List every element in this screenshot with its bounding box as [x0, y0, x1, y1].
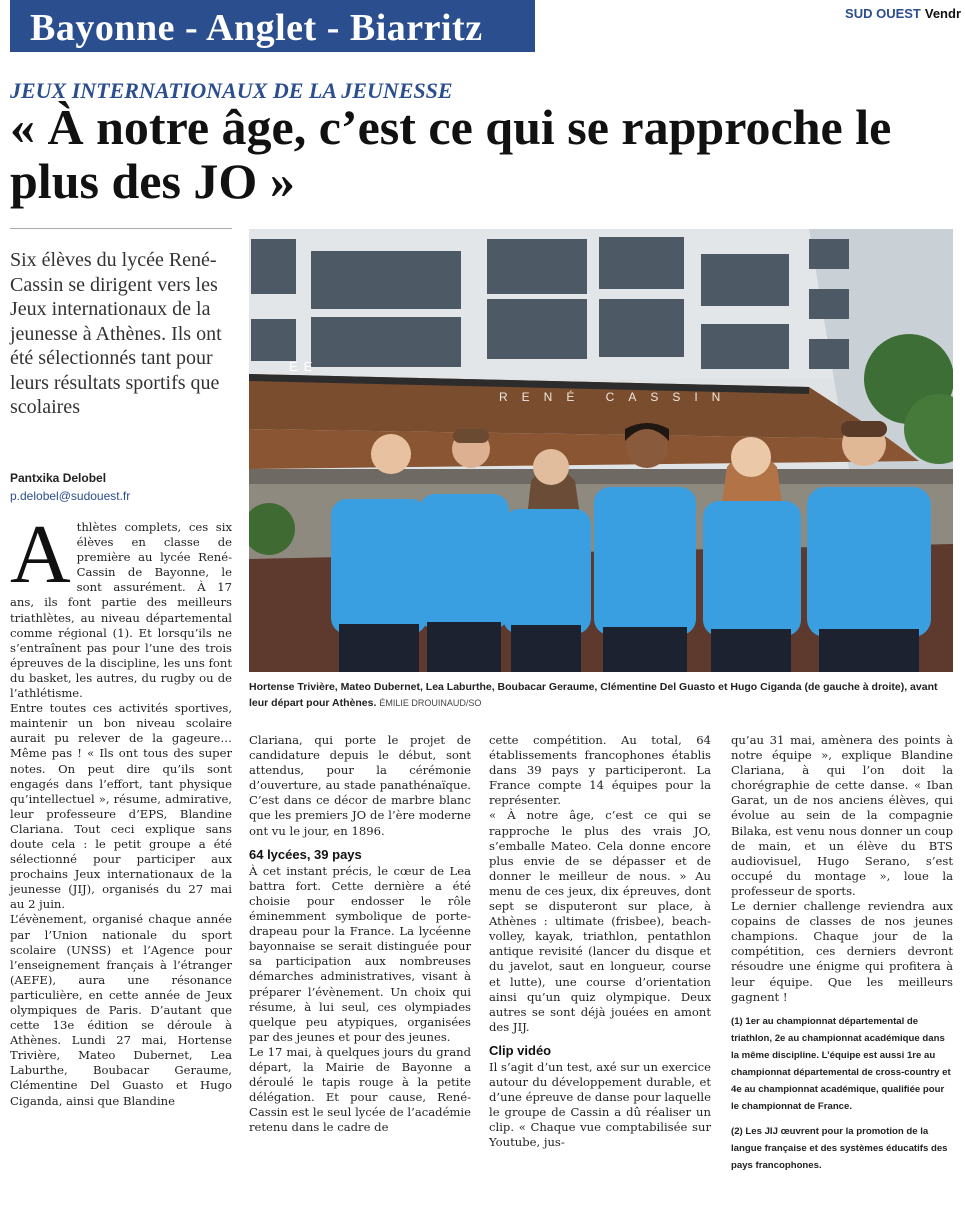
subheading: Clip vidéo [489, 1042, 552, 1058]
body-paragraph: Le dernier challenge reviendra aux copains de classes de nos jeunes champions. Chaque jour de la compétition, ces derniers devront résoudre une énigme qui profitera à leur équipe. Que les meilleurs gagnent ! [731, 899, 953, 1004]
article-column-1 [10, 508, 232, 1109]
article-headline: « À notre âge, c’est ce qui se rapproche le plus des JO » [10, 99, 892, 209]
body-paragraph: thlètes complets, ces six élèves en classe de première au lycée René-Cassin de Bayonne, le sont assurément. À 17 ans, ils font partie des meilleurs triathlètes, au niveau départemental comme régional (1). Et lorsqu’ils ne s’entraînent pas pour l’une des trois épreuves de la discipline, les uns font du basket, les autres, du rugby ou de l’athlétisme. [10, 520, 232, 701]
body-paragraph: Clariana, qui porte le projet de candidature depuis le début, sont attendus, pour la cérémonie d’ouverture, au stade panathénaïque. C’est dans ce décor de marbre blanc que les premiers JO de l’ère moderne ont vu le jour, en 1896. [249, 733, 471, 838]
article-column-3 [489, 733, 711, 1151]
photo-caption [249, 679, 953, 711]
author-email-link[interactable]: p.delobel@sudouest.fr [10, 489, 131, 503]
body-paragraph: « À notre âge, c’est ce qui se rapproche le plus des vrais JO, s’emballe Mateo. Cela donne encore plus envie de se dépasser et de donner le meilleur de nous. » Au menu de ces jeux, dix épreuves, dont sept se disputeront sur place, à Athènes : ultimate (frisbee), beach-volley, kayak, triathlon, pentathlon antique revisité (lancer du disque et du javelot, saut en longueur, course et lutte), une course d’orientation ainsi qu’un quiz olympique. Deux autres se sont déjà jouées en amont des JIJ. [489, 808, 711, 1034]
body-paragraph: Le 17 mai, à quelques jours du grand départ, la Mairie de Bayonne a déroulé le tapis rouge à la petite délégation. Et pour cause, René-Cassin est le seul lycée de l’académie retenu dans le cadre de [249, 1044, 471, 1135]
body-paragraph: L’évènement, organisé chaque année par l’Union nationale du sport scolaire (UNSS) et l’Agence pour l’enseignement français à l’étranger (AEFE), aura une résonance particulière, en cette année de Jeux olympiques de Paris. D’autant que cette 13e édition se déroule à Athènes. Lundi 27 mai, Hortense Trivière, Mateo Dubernet, Lea Laburthe, Boubacar Geraume, Clémentine Del Guasto et Hugo Ciganda, ainsi que Blandine [10, 912, 232, 1108]
building-sign-top: EE [289, 359, 319, 374]
article-column-2 [249, 733, 471, 1135]
article-photo [249, 229, 953, 672]
caption-text: Hortense Trivière, Mateo Dubernet, Lea Laburthe, Boubacar Geraume, Clémentine Del Guasto et Hugo Ciganda (de gauche à droite), avant leur départ pour Athènes. [249, 681, 938, 709]
article-kicker: JEUX INTERNATIONAUX DE LA JEUNESSE [10, 78, 453, 103]
subheading: 64 lycées, 39 pays [249, 846, 362, 862]
body-paragraph: Il s’agit d’un test, axé sur un exercice autour du développement durable, et d’une épreuve de danse pour laquelle le groupe de Cassin a dû réaliser un clip. « Chaque vue comptabilisée sur Youtube, jus- [489, 1059, 711, 1150]
footnote: (2) Les JIJ œuvrent pour la promotion de la langue française et des systèmes éducatifs des pays francophones. [731, 1125, 948, 1171]
drop-cap: A [10, 508, 71, 601]
section-banner [10, 0, 535, 52]
group-photo-illustration [249, 229, 953, 672]
divider [10, 228, 232, 229]
brand-name: SUD OUEST [845, 6, 921, 21]
standfirst: Six élèves du lycée René-Cassin se dirigent vers les Jeux internationaux de la jeunesse à Athènes. Ils ont été sélectionnés tant pour leurs résultats sportifs que scolaires [10, 249, 222, 418]
body-paragraph: À cet instant précis, le cœur de Lea battra fort. Cette dernière a été choisie pour endosser le rôle éminemment symbolique de porte-drapeau pour la France. La lycéenne bayonnaise se serait distinguée pour sa participation aux nombreuses démarches administratives, visant à préparer l’évènement. Un choix qui résume, à lui seul, ces olympiades quelque peu atypiques, organisées par des jeunes et pour des jeunes. [249, 863, 471, 1044]
body-paragraph: qu’au 31 mai, amènera des points à notre équipe », explique Blandine Clariana, à qui l’on doit la chorégraphie de cette danse. « Iban Garat, un de nos anciens élèves, qui évolue au sein de la compagnie Bilaka, est venu nous donner un coup de main, et un élève du BTS audiovisuel, Hugo Serano, s’est occupé du montage », loue la professeur de sports. [731, 733, 953, 898]
issue-date: Vendr [924, 6, 961, 21]
newspaper-brand [845, 6, 961, 21]
body-paragraph: Entre toutes ces activités sportives, maintenir un bon niveau scolaire aurait pu relever de la gageure… Même pas ! « Ils ont tous des super notes. On peut dire qu’ils sont engagés dans l’effort, tant physique qu’intellectuel », résume, admirative, leur professeure d’EPS, Blandine Clariana. Tout ceci explique sans doute cela : le petit groupe a été sélectionné pour participer aux prochains Jeux internationaux de la jeunesse (JIJ), organisés du 27 mai au 2 juin. [10, 701, 232, 912]
author-name: Pantxika Delobel [10, 471, 107, 485]
photo-credit: ÉMILIE DROUINAUD/SO [379, 698, 482, 708]
footnote: (1) 1er au championnat départemental de triathlon, 2e au championnat académique dans la même discipline. L’équipe est aussi 1re au championnat départemental de cross-country et 4e au championnat académique, qualifiée pour le championnat de France. [731, 1015, 951, 1112]
body-paragraph: cette compétition. Au total, 64 établissements francophones établis dans 39 pays y participeront. La France compte 14 équipes pour la représenter. [489, 733, 711, 808]
article-column-4 [731, 733, 953, 1174]
section-title: Bayonne - Anglet - Biarritz [30, 7, 483, 49]
building-sign-name: RENÉ CASSIN [499, 390, 735, 404]
